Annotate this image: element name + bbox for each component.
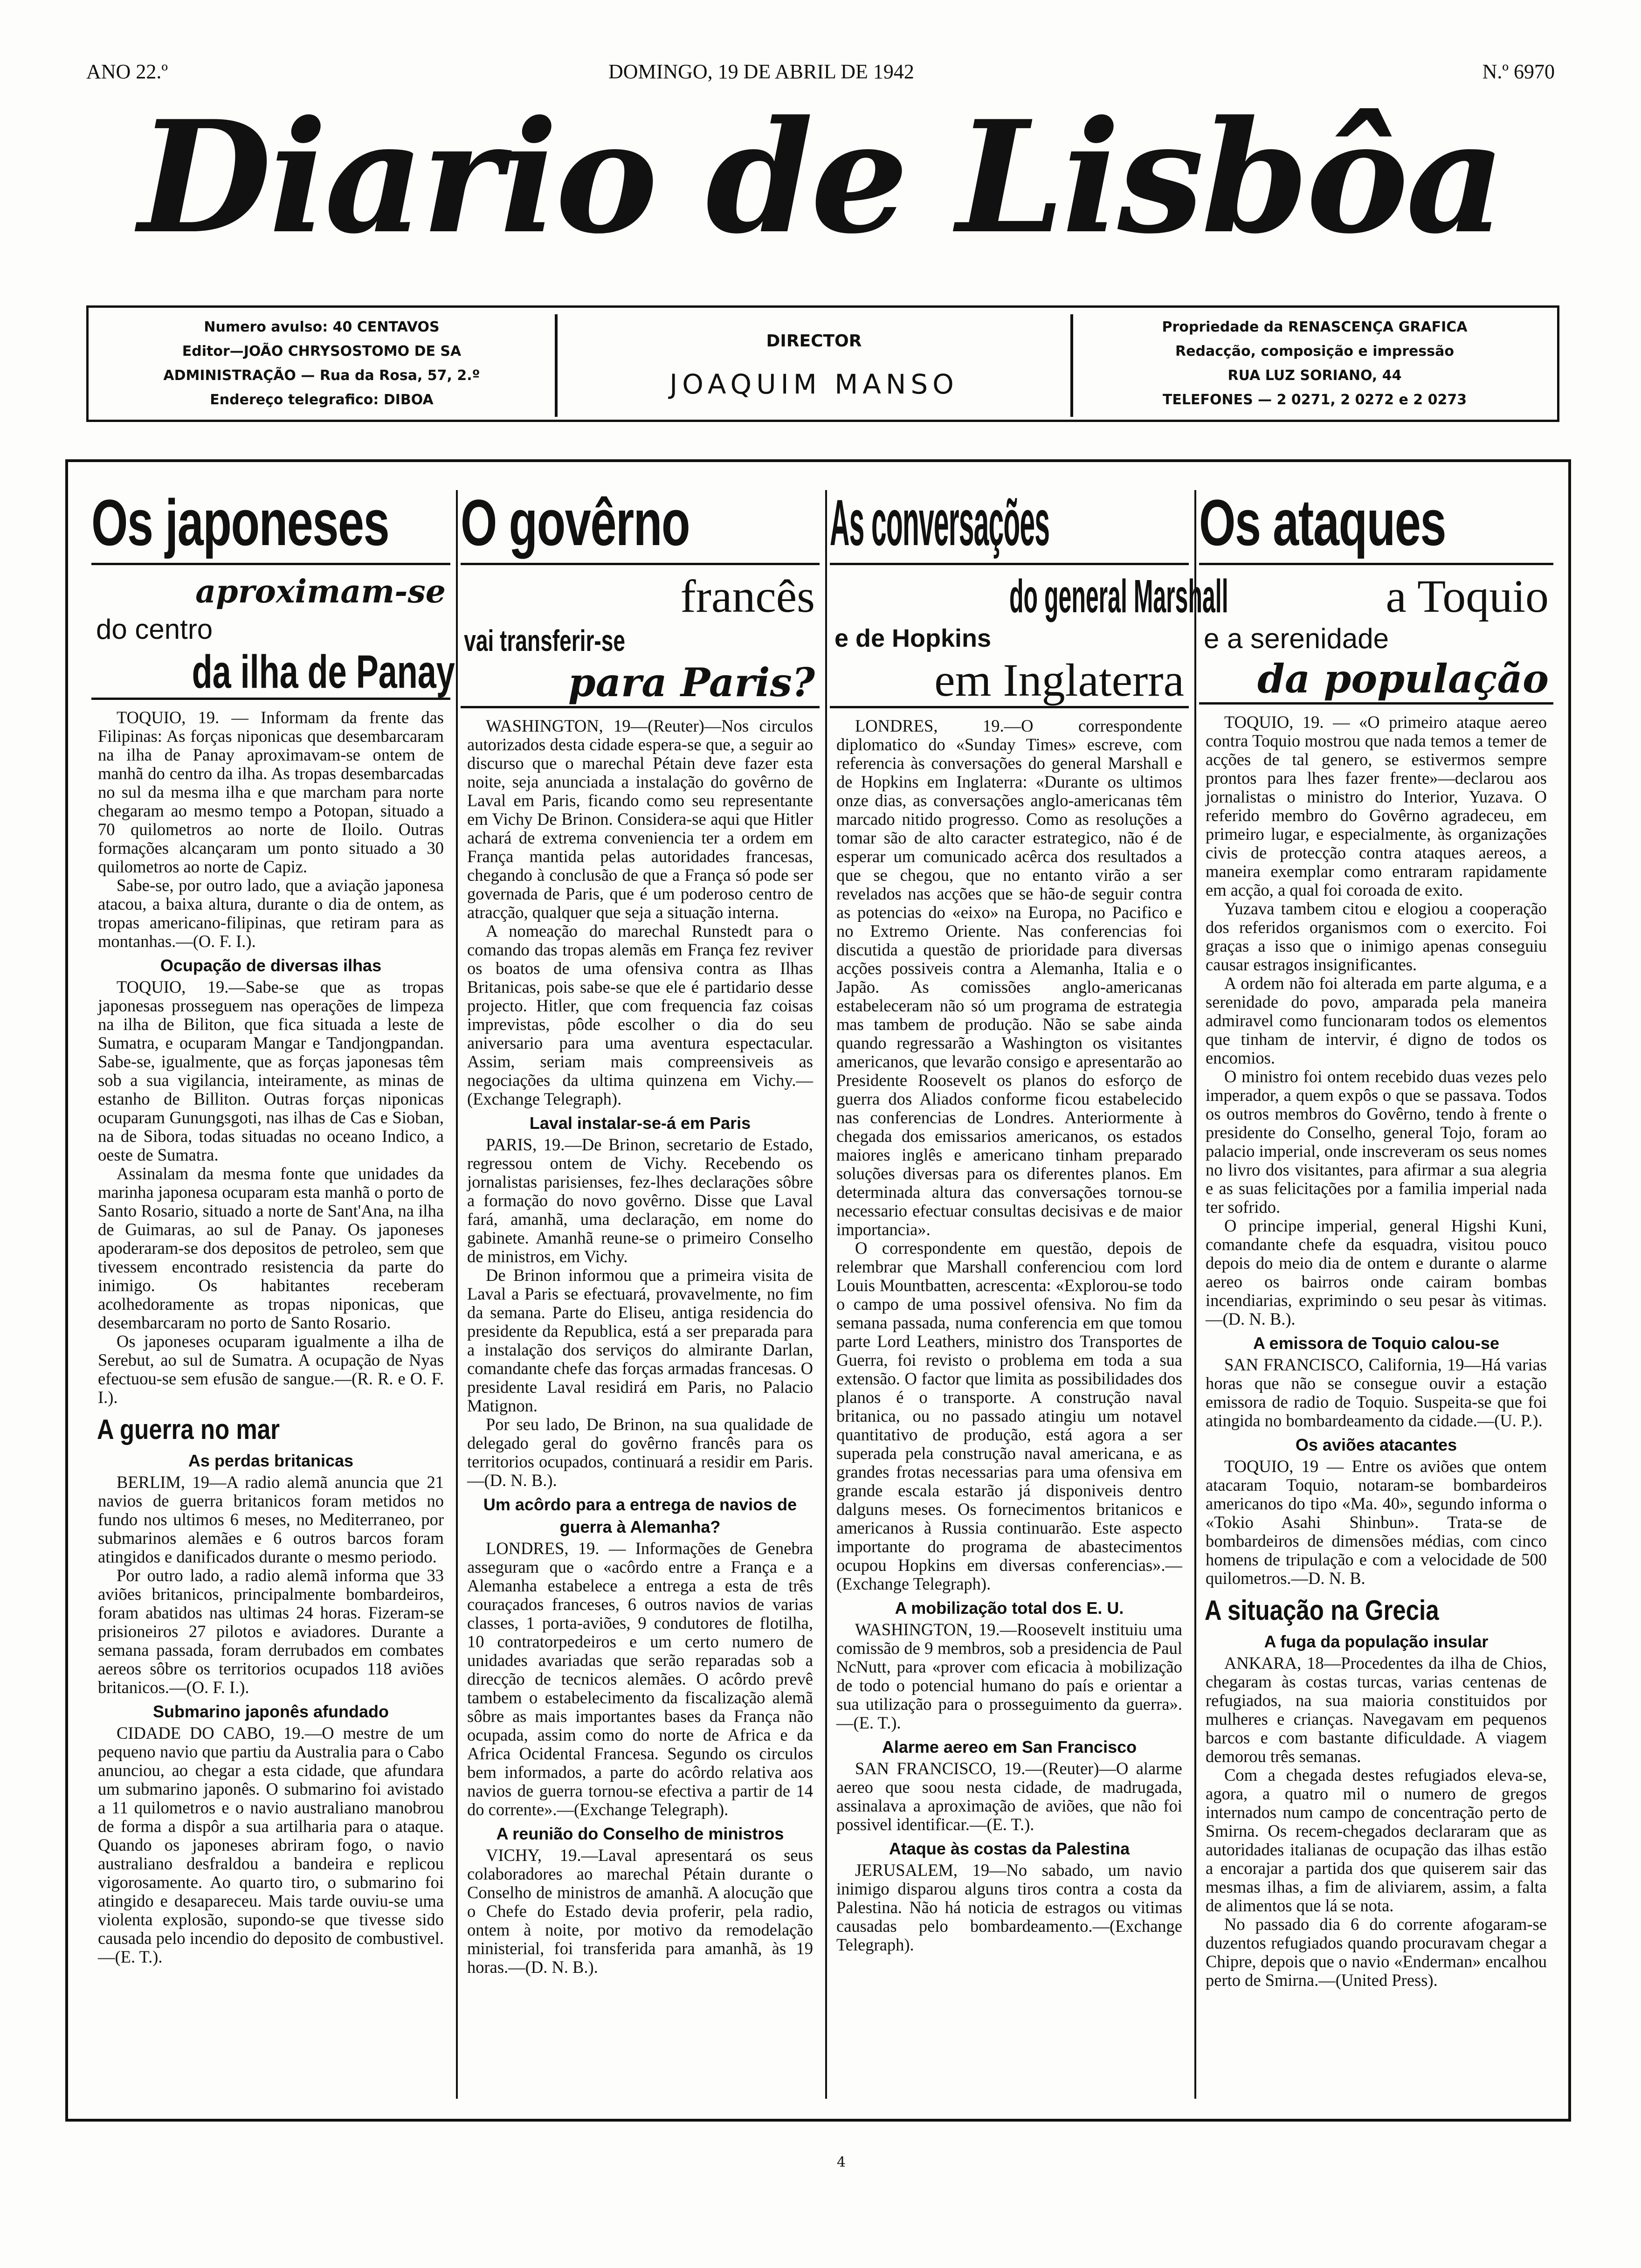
paragraph: Os japoneses ocuparam igualmente a ilha de Serebut, ao sul de Sumatra. A ocupação de Nyas efectuou-se sem efusão de sangue.—(R. R. e O. F. I.). bbox=[98, 1332, 444, 1407]
deck-rule bbox=[830, 655, 1189, 708]
info-administration: ADMINISTRAÇÃO — Rua da Rosa, 57, 2.º bbox=[163, 367, 480, 384]
subheading: Laval instalar-se-á em Paris bbox=[529, 1113, 751, 1133]
subheading: A mobilização total dos E. U. bbox=[895, 1598, 1124, 1618]
subheading: Ataque às costas da Palestina bbox=[889, 1839, 1130, 1858]
headline-rule bbox=[91, 485, 450, 565]
article-body bbox=[1199, 1631, 1553, 1990]
deck-general-marshall: do general Marshall bbox=[1009, 570, 1228, 622]
column-4 bbox=[1199, 485, 1553, 2103]
paragraph: Por seu lado, De Brinon, na sua qualidade de delegado geral do govêrno francês para os territorios ocupados, continuará a residir em Paris.—(D. N. B.). bbox=[467, 1415, 813, 1490]
paragraph: Sabe-se, por outro lado, que a aviação japonesa atacou, a baixa altura, durante o dia de ontem, as tropas americano-filipinas, que retiram para as montanhas.—(O. F. I.). bbox=[98, 876, 444, 951]
subheading: Alarme aereo em San Francisco bbox=[882, 1737, 1137, 1756]
paragraph: ANKARA, 18—Procedentes da ilha de Chios, chegaram às costas turcas, varias centenas de refugiados, na sua maioria constituidos por mulheres e crianças. Navegavam em pequenos barcos e com bastante dificuldade. A viagem demorou três semanas. bbox=[1206, 1653, 1547, 1766]
paragraph: SAN FRANCISCO, California, 19—Há varias horas que não se consegue ouvir a estação emissora de radio de Toquio. Suspeita-se que foi atingida no bombardeamento da cidade.—(U. P.). bbox=[1206, 1355, 1547, 1430]
subheading: A reunião do Conselho de ministros bbox=[496, 1824, 784, 1843]
paragraph: WASHINGTON, 19.—Roosevelt instituiu uma comissão de 9 membros, sob a presidencia de Paul NcNutt, para «prover com eficacia à mobilização de todo o potencial humano do país e orientar a sua utilização para o prosseguimento da guerra».—(E. T.). bbox=[836, 1620, 1182, 1732]
info-left bbox=[89, 308, 555, 420]
article-body bbox=[91, 708, 450, 1407]
paragraph: JERUSALEM, 19—No sabado, um navio inimigo disparou alguns tiros contra a costa da Palestina. Não há noticia de estragos ou vitimas causadas pelo bombardeamento.—(Exchange Telegraph). bbox=[836, 1860, 1182, 1954]
paragraph: BERLIM, 19—A radio alemã anuncia que 21 navios de guerra britanicos foram metidos no fundo nos ultimos 6 meses, no Mediterraneo, por submarinos alemães e 6 outros barcos foram atingidos e danificados durante o mesmo periodo. bbox=[98, 1473, 444, 1566]
paragraph: LONDRES, 19.—O correspondente diplomatico do «Sunday Times» escreve, com referencia às conversações do general Marshall e de Hopkins em Inglaterra: «Durante os ultimos onze dias, as conversações anglo-americanas têm marcado nitido progresso. Como as resoluções a tomar são de alto caracter estrategico, não é de esperar um comunicado acêrca dos resultados a que se chegou, que no entanto virão a ser revelados nas acções que se hão-de seguir contra as potencias do «eixo» na Europa, no Pacifico e no Extremo Oriente. Nas conferencias foi discutida a questão de prioridade para diversas acções possiveis contra a Alemanha, Italia e o Japão. As comissões anglo-americanas estabeleceram não só um programa de estrategia mas tambem de produção. Não se sabe ainda quando regressarão a Washington os visitantes americanos, que levarão consigo e apresentarão ao Presidente Roosevelt os planos do esforço de guerra dos Aliados conforme ficou estabelecido nas conferencias de Londres. Anteriormente à chegada dos emissarios americanos, os estados maiores inglês e americano tinham preparado soluções diversas para os diferentes planos. Em determinada altura das conversações tornou-se necessario efectuar consultas decisivas e de maior importancia». bbox=[836, 716, 1182, 1239]
paragraph: CIDADE DO CABO, 19.—O mestre de um pequeno navio que partiu da Australia para o Cabo anunciou, ao chegar a esta cidade, que afundara um submarino japonês. O submarino foi avistado a 11 quilometros e o navio australiano manobrou de forma a dispôr a sua artilharia para o ataque. Quando os japoneses abriram fogo, o navio australiano desfraldou a bandeira e replicou vigorosamente. Ao quarto tiro, o submarino foi atingido e desapareceu. Mais tarde ouviu-se uma violenta explosão, supondo-se que tivesse sido causada pelo incendio do deposito de combustivel.—(E. T.). bbox=[98, 1723, 444, 1966]
info-editor: Editor—JOÃO CHRYSOSTOMO DE SA bbox=[182, 343, 462, 360]
paragraph: No passado dia 6 do corrente afogaram-se duzentos refugiados quando procuravam chegar a Chipre, depois que o navio «Enderman» encalhou perto de Smirna.—(United Press). bbox=[1206, 1915, 1547, 1990]
headline-conversacoes: As conversações bbox=[830, 486, 1050, 559]
director-name: JOAQUIM MANSO bbox=[669, 368, 958, 400]
paragraph: SAN FRANCISCO, 19.—(Reuter)—O alarme aereo que soou nesta cidade, de madrugada, assinalava a aproximação de aviões, que não foi possivel identificar.—(E. T.). bbox=[836, 1759, 1182, 1834]
deck-serenidade: e a serenidade bbox=[1204, 623, 1389, 654]
paragraph: A nomeação do marechal Runstedt para o comando das tropas alemãs em França fez reviver os boatos de uma ofensiva contra as Ilhas Britanicas, pois sabe-se que ele é partidario desse projecto. Hitler, que com frequencia faz coisas imprevistas, pôde escolher o dia do seu aniversario para uma aventura espectacular. Assim, seriam mais compreensiveis as negociações da ultima quinzena em Vichy.—(Exchange Telegraph). bbox=[467, 921, 813, 1108]
subheading: Os aviões atacantes bbox=[1295, 1435, 1457, 1454]
column-2 bbox=[461, 485, 820, 2103]
article-body bbox=[91, 1450, 450, 1966]
column-divider bbox=[1194, 490, 1196, 2099]
article-frame bbox=[65, 459, 1571, 2122]
paragraph: Assinalam da mesma fonte que unidades da marinha japonesa ocuparam esta manhã o porto de Santo Rosario, situado a norte de Sant'Ana, na ilha de Guimaras, ao sul de Panay. Os japoneses apoderaram-se dos depositos de petroleo, sem que tivessem encontrado resistencia da parte do inimigo. Os habitantes receberam acolhedoramente as tropas niponicas, que desembarcaram no porto de Santo Rosario. bbox=[98, 1164, 444, 1332]
paragraph: WASHINGTON, 19—(Reuter)—Nos circulos autorizados desta cidade espera-se que, a seguir ao discurso que o marechal Pétain deve fazer esta noite, seja anunciada a instalação do govêrno de Laval em Paris, ficando como seu representante em Vichy De Brinon. Considera-se aqui que Hitler achará de extrema conveniencia ter a ordem em França mantida pelas autoridades francesas, chegando à conclusão de que a França só pode ser governada de Paris, que é um poderoso centro de atracção, qualquer que seja a situação interna. bbox=[467, 716, 813, 922]
deck-vai-transferir: vai transferir-se bbox=[464, 624, 625, 657]
headline-rule bbox=[1199, 485, 1553, 565]
paragraph: Com a chegada destes refugiados eleva-se, agora, a quatro mil o numero de gregos internados num campo de concentração perto de Smirna. Os recem-chegados declararam que as autoridades italianas de ocupação das ilhas estão a encorajar a partida dos que quiserem sair das mesmas ilhas, a fim de aliviarem, assim, a falta de alimentos que lá se nota. bbox=[1206, 1765, 1547, 1915]
footer-mark: 4 bbox=[837, 2154, 846, 2171]
paragraph: De Brinon informou que a primeira visita de Laval a Paris se efectuará, provavelmente, no fim da semana. Parte do Eliseu, antiga residencia do presidente da Republica, está a ser preparada para a instalação dos serviços do almirante Darlan, comandante chefe das forças armadas francesas. O presidente Laval residirá em Paris, no Palacio Matignon. bbox=[467, 1265, 813, 1415]
deck-rule bbox=[91, 646, 455, 700]
headline-rule bbox=[830, 485, 1189, 565]
column-3 bbox=[830, 485, 1228, 2103]
deck-inglaterra: em Inglaterra bbox=[934, 654, 1184, 706]
article-body bbox=[1199, 713, 1553, 1588]
info-production: Redacção, composição e impressão bbox=[1175, 343, 1454, 360]
paragraph: TOQUIO, 19 — Entre os aviões que ontem atacaram Toquio, notaram-se bombardeiros americanos do tipo «Ma. 40», segundo informa o «Tokio Asahi Shinbun». Trata-se de bombardeiros de dimensões médias, com cinco homens de tripulação e com a velocidade de 500 quilometros.—D. N. B. bbox=[1206, 1457, 1547, 1588]
subheading: Ocupação de diversas ilhas bbox=[160, 956, 382, 975]
director-label: DIRECTOR bbox=[766, 331, 862, 351]
paragraph: TOQUIO, 19. — Informam da frente das Filipinas: As forças niponicas que desembarcaram na ilha de Panay aproximavam-se ontem de manhã do centro da ilha. As tropas desembarcadas no sul da mesma ilha e que marcham para norte chegaram ao mesmo tempo a Potopan, situado a 70 quilometros ao norte de Iloilo. Outras formações alcançaram um ponto situado a 30 quilometros ao norte de Capiz. bbox=[98, 708, 444, 876]
deck-do-centro: do centro bbox=[96, 614, 213, 645]
top-line bbox=[86, 60, 1555, 88]
deck-hopkins: e de Hopkins bbox=[834, 624, 992, 652]
deck-toquio: a Toquio bbox=[1386, 570, 1549, 622]
section-heading: A situação na Grecia bbox=[1204, 1595, 1439, 1626]
paragraph: LONDRES, 19. — Informações de Genebra asseguram que o «acôrdo entre a França e a Alemanha estabelece a entrega a esta de três couraçados franceses, 6 outros navios de varias classes, 1 porta-aviões, 9 condutores de flotilha, 10 contratorpedeiros e um certo numero de unidades avariadas que serão reparadas sob a direcção de tecnicos alemães. O acôrdo prevê tambem o estabelecimento da fiscalização alemã sôbre as mais importantes bases da França não ocupada, assim como do norte de Africa e da Africa Ocidental Francesa. Segundo os circulos bem informados, a parte do acôrdo relativa aos navios de guerra tornou-se efectiva a partir de 14 do corrente».—(Exchange Telegraph). bbox=[467, 1539, 813, 1819]
subheading: As perdas britanicas bbox=[188, 1451, 354, 1470]
headline-rule bbox=[461, 485, 820, 565]
deck-populacao: da população bbox=[1257, 656, 1549, 702]
info-owner: Propriedade da RENASCENÇA GRAFICA bbox=[1162, 319, 1468, 335]
paragraph: TOQUIO, 19.—Sabe-se que as tropas japonesas prosseguem nas operações de limpeza na ilha de Biliton, que fica situada a leste de Sumatra, e ocuparam Mangar e Tandjongpandan. Sabe-se, igualmente, que as forças japonesas têm sob a sua vigilancia, inteiramente, as minas de estanho de Billiton. Outras forças niponicas ocuparam Gunungsgoti, nas ilhas de Cas e Sioban, na de Sibora, todas situadas no oceano Indico, a oeste de Sumatra. bbox=[98, 977, 444, 1164]
article-body bbox=[830, 717, 1189, 1954]
paragraph: Por outro lado, a radio alemã informa que 33 aviões britanicos, principalmente bombardeiros, foram abatidos nas ultimas 24 horas. Fizeram-se prisioneiros 27 pilotos e aviadores. Durante a semana passada, foram derrubados em combates aereos sôbre os territorios ocupados 118 aviões britanicos.—(O. F. I.). bbox=[98, 1566, 444, 1697]
headline-governo: O govêrno bbox=[461, 486, 690, 559]
column-divider bbox=[825, 490, 827, 2099]
subheading: Submarino japonês afundado bbox=[152, 1702, 389, 1721]
column-divider bbox=[456, 490, 458, 2099]
paragraph: O ministro foi ontem recebido duas vezes pelo imperador, a quem expôs o que se passava. Todos os outros membros do Govêrno, tendo à frente o presidente do Conselho, general Tojo, foram ao palacio imperial, onde inscreveram os seus nomes no livro dos visitantes, para afirmar a sua alegria e as suas felicitações por a familia imperial nada ter sofrido. bbox=[1206, 1067, 1547, 1217]
deck-aproximam: aproximam-se bbox=[195, 573, 446, 610]
headline-ataques: Os ataques bbox=[1199, 486, 1446, 559]
masthead-title: Diario de Lisbôa bbox=[138, 87, 1503, 268]
subheading: A fuga da população insular bbox=[1264, 1632, 1489, 1651]
info-address: RUA LUZ SORIANO, 44 bbox=[1227, 367, 1402, 384]
paragraph: O correspondente em questão, depois de relembrar que Marshall conferenciou com lord Louis Mountbatten, acrescenta: «Explorou-se todo o campo de uma possivel ofensiva. No fim da semana passada, numa conferencia em que tomou parte Lord Leathers, ministro dos Transportes de Guerra, foi revisto o problema em toda a sua extensão. O factor que limita as possibilidades dos planos é o transporte. A construção naval britanica, ou no passado atingiu um notavel quantitativo de produção, está agora a ser superada pela construção naval americana, e as grandes frotas necessarias para uma ofensiva em grande escala estarão já disponiveis dentro dalguns meses. Os fornecimentos britanicos e americanos à Russia continuarão. Este aspecto importante do programa de abastecimentos ocupou Hopkins em diversas conferencias».—(Exchange Telegraph). bbox=[836, 1238, 1182, 1593]
year-label: ANO 22.º bbox=[86, 60, 168, 83]
info-box bbox=[86, 305, 1559, 422]
deck-ilha-panay: da ilha de Panay bbox=[192, 646, 455, 698]
paragraph: O principe imperial, general Higshi Kuni, comandante chefe da esquadra, visitou pouco depois do meio dia de ontem e durante o alarme aereo os bairros onde cairam bombas incendiarias, exprimindo o seu pesar às vitimas.—(D. N. B.). bbox=[1206, 1216, 1547, 1328]
paragraph: A ordem não foi alterada em parte alguma, e a serenidade do povo, amparada pela maneira admiravel como funcionaram todos os elementos que tinham de intervir, é digno de todos os encomios. bbox=[1206, 974, 1547, 1067]
paragraph: PARIS, 19.—De Brinon, secretario de Estado, regressou ontem de Vichy. Recebendo os jornalistas parisienses, fez-lhes declarações sôbre a formação do novo govêrno. Disse que Laval fará, amanhã, uma declaração, em nome do gabinete. Amanhã reune-se o primeiro Conselho de ministros, em Vichy. bbox=[467, 1135, 813, 1266]
headline-japoneses: Os japoneses bbox=[91, 486, 389, 559]
issue-number: N.º 6970 bbox=[1482, 60, 1555, 83]
deck-para-paris: para Paris? bbox=[568, 659, 815, 705]
paragraph: VICHY, 19.—Laval apresentará os seus colaboradores ao marechal Pétain durante o Conselho de ministros de amanhã. A alocução que o Chefe do Estado devia proferir, pela radio, ontem à noite, por motivo da remodelação ministerial, foi transferida para amanhã, às 19 horas.—(D. N. B.). bbox=[467, 1846, 813, 1977]
column-1 bbox=[91, 485, 455, 2103]
paragraph: Yuzava tambem citou e elogiou a cooperação dos referidos organismos com o exercito. Foi graças a isso que o inimigo apenas conseguiu causar estragos insignificantes. bbox=[1206, 899, 1547, 974]
deck-rule bbox=[461, 659, 820, 708]
paragraph: TOQUIO, 19. — «O primeiro ataque aereo contra Toquio mostrou que nada temos a temer de acções de tal genero, se estivermos sempre prontos para lhes fazer frente»—declarou aos jornalistas o ministro do Interior, Yuzava. O referido membro do Govêrno agradeceu, em primeiro lugar, e especialmente, às organizações civis de protecção contra ataques aereos, a maneira exemplar como entraram rapidamente em acção, a qual foi coroada de exito. bbox=[1206, 712, 1547, 899]
section-heading: A guerra no mar bbox=[97, 1414, 280, 1445]
date-label: DOMINGO, 19 DE ABRIL DE 1942 bbox=[608, 60, 914, 83]
info-price: Numero avulso: 40 CENTAVOS bbox=[204, 319, 440, 335]
info-telegraph: Endereço telegrafico: DIBOA bbox=[210, 392, 434, 408]
deck-frances: francês bbox=[680, 570, 815, 622]
subheading: A emissora de Toquio calou-se bbox=[1253, 1334, 1500, 1353]
deck-rule bbox=[1199, 656, 1553, 705]
article-body bbox=[461, 717, 820, 1977]
subheading: Um acôrdo para a entrega de navios de guerra à Alemanha? bbox=[483, 1495, 797, 1536]
info-phones: TELEFONES — 2 0271, 2 0272 e 2 0273 bbox=[1162, 392, 1467, 408]
info-director bbox=[555, 314, 1073, 417]
info-right bbox=[1068, 308, 1562, 420]
